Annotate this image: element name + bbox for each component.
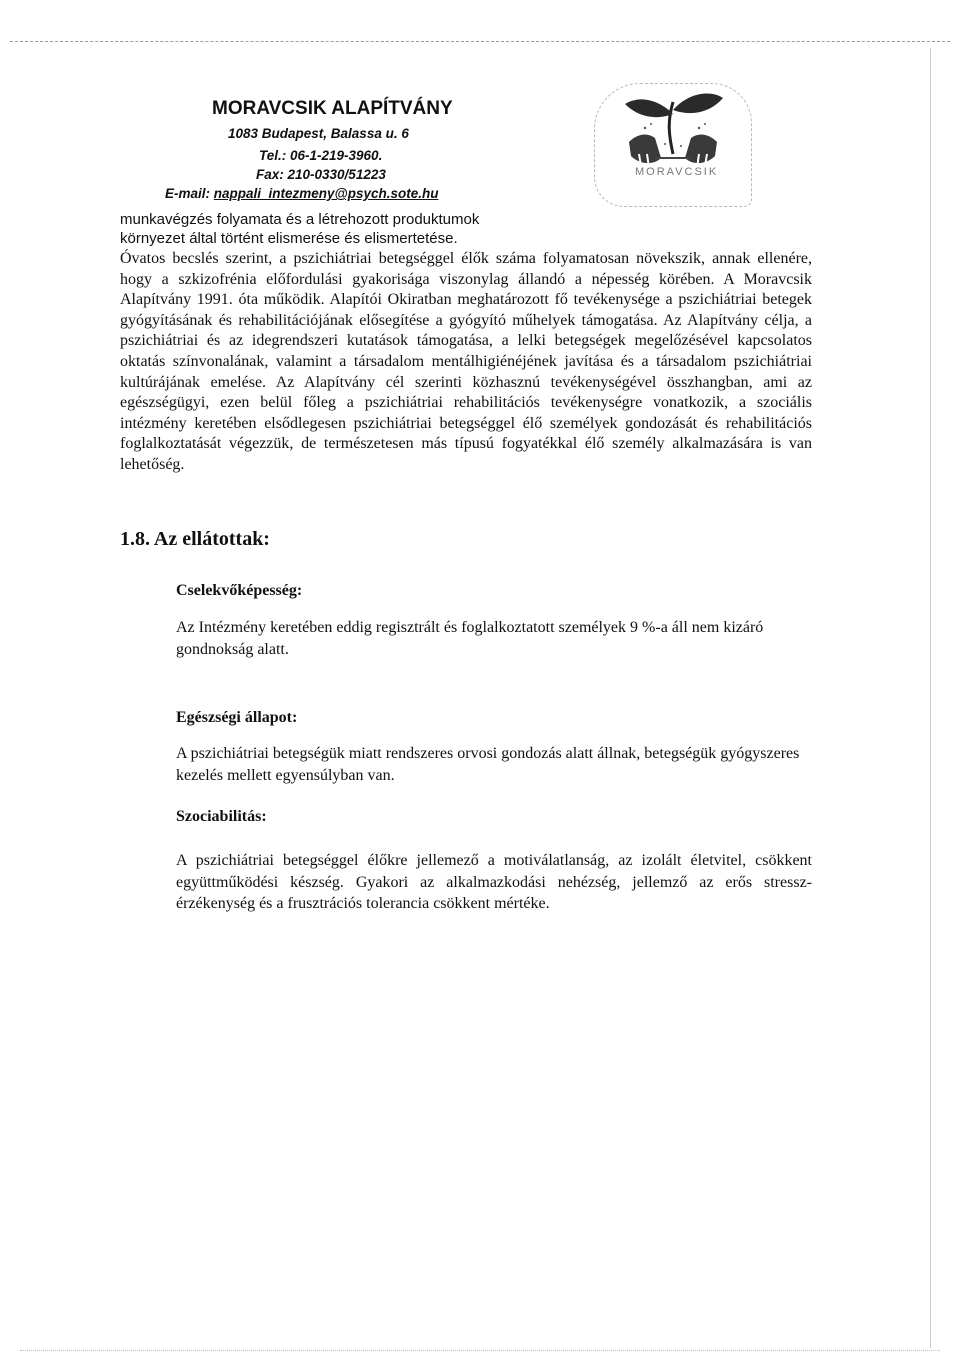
subsection-text-capacity: Az Intézmény keretében eddig regisztrált és foglalkoztatott személyek 9 %-a áll nem kizáró gondnokság alatt. bbox=[176, 619, 764, 658]
subsection-title-capacity: Cselekvőképesség: bbox=[176, 582, 303, 599]
foundation-logo bbox=[594, 83, 752, 207]
scan-border-top bbox=[10, 41, 950, 42]
main-paragraph-text: Óvatos becslés szerint, a pszichiátriai betegséggel élők száma folyamatosan növekszik, annak ellenére, hogy a szkizofrénia előfordulási gyakorisága viszonylag állandó a népesség körében. A Moravcsik Alapítvány 1991. óta működik. Alapítói Okiratban meghatározott fő tevékenysége a pszichiátriai betegek gyógyításának és rehabilitációjának elősegítése a gyógyító műhelyek támogatása. Az Alapítvány célja, a pszichiátriai és az idegrendszeri kutatások támogatása, a lelki betegségek megelőzésével kapcsolatos oktatás színvonalának, valamint a társadalom mentálhigiénéjének javítása és a társadalom pszichiátriai kultúrájának emelése. Az Alapítvány cél szerinti közhasznú tevékenységével összhangban, ami az egészségügyi, ezen belül főleg a pszichiátriai rehabilitációs tevékenységre vonatkozik, a szociális intézmény keretében elsődlegesen pszichiátriai betegséggel élő személyek gondozását és rehabilitációs foglalkoztatását végezzük, de természetesen más típusú fogyatékkal élő személy alkalmazására is van lehetőség. bbox=[120, 250, 812, 473]
fax-line: Fax: 210-0330/51223 bbox=[256, 167, 386, 182]
subsection-text-health: A pszichiátriai betegségük miatt rendszeres orvosi gondozás alatt állnak, betegségük gyógyszeres kezelés mellett egyensúlyban van. bbox=[176, 745, 800, 784]
scan-border-bottom bbox=[20, 1350, 940, 1351]
intro-fragment bbox=[120, 210, 810, 248]
intro-line-2: környezet által történt elismerése és elismertetése. bbox=[120, 230, 458, 247]
subsection-text-sociability: A pszichiátriai betegséggel élőkre jellemező a motiválatlanság, az izolált életvitel, csökkent együttműködési készség. Gyakori az alkalmazkodási nehézség, jellemző az erős stressz-érzékenység és a frusztrációs tolerancia csökkent mértéke. bbox=[176, 852, 812, 912]
email-line bbox=[165, 186, 438, 201]
email-link[interactable]: nappali_intezmeny@psych.sote.hu bbox=[213, 186, 439, 201]
organization-name: MORAVCSIK ALAPÍTVÁNY bbox=[212, 98, 453, 119]
subsection-title-health: Egészségi állapot: bbox=[176, 709, 298, 726]
main-paragraph bbox=[120, 249, 812, 476]
telephone-line: Tel.: 06-1-219-3960. bbox=[259, 148, 383, 163]
scan-border-right bbox=[930, 48, 931, 1348]
logo-lettering: MORAVCSIK bbox=[635, 166, 719, 178]
address-line: 1083 Budapest, Balassa u. 6 bbox=[228, 126, 409, 141]
subsection-title-sociability: Szociabilitás: bbox=[176, 808, 267, 825]
logo-plant-hands-icon bbox=[595, 84, 751, 206]
email-label: E-mail: bbox=[165, 186, 214, 201]
intro-line-1: munkavégzés folyamata és a létrehozott produktumok bbox=[120, 211, 480, 228]
section-heading: 1.8. Az ellátottak: bbox=[120, 528, 270, 550]
